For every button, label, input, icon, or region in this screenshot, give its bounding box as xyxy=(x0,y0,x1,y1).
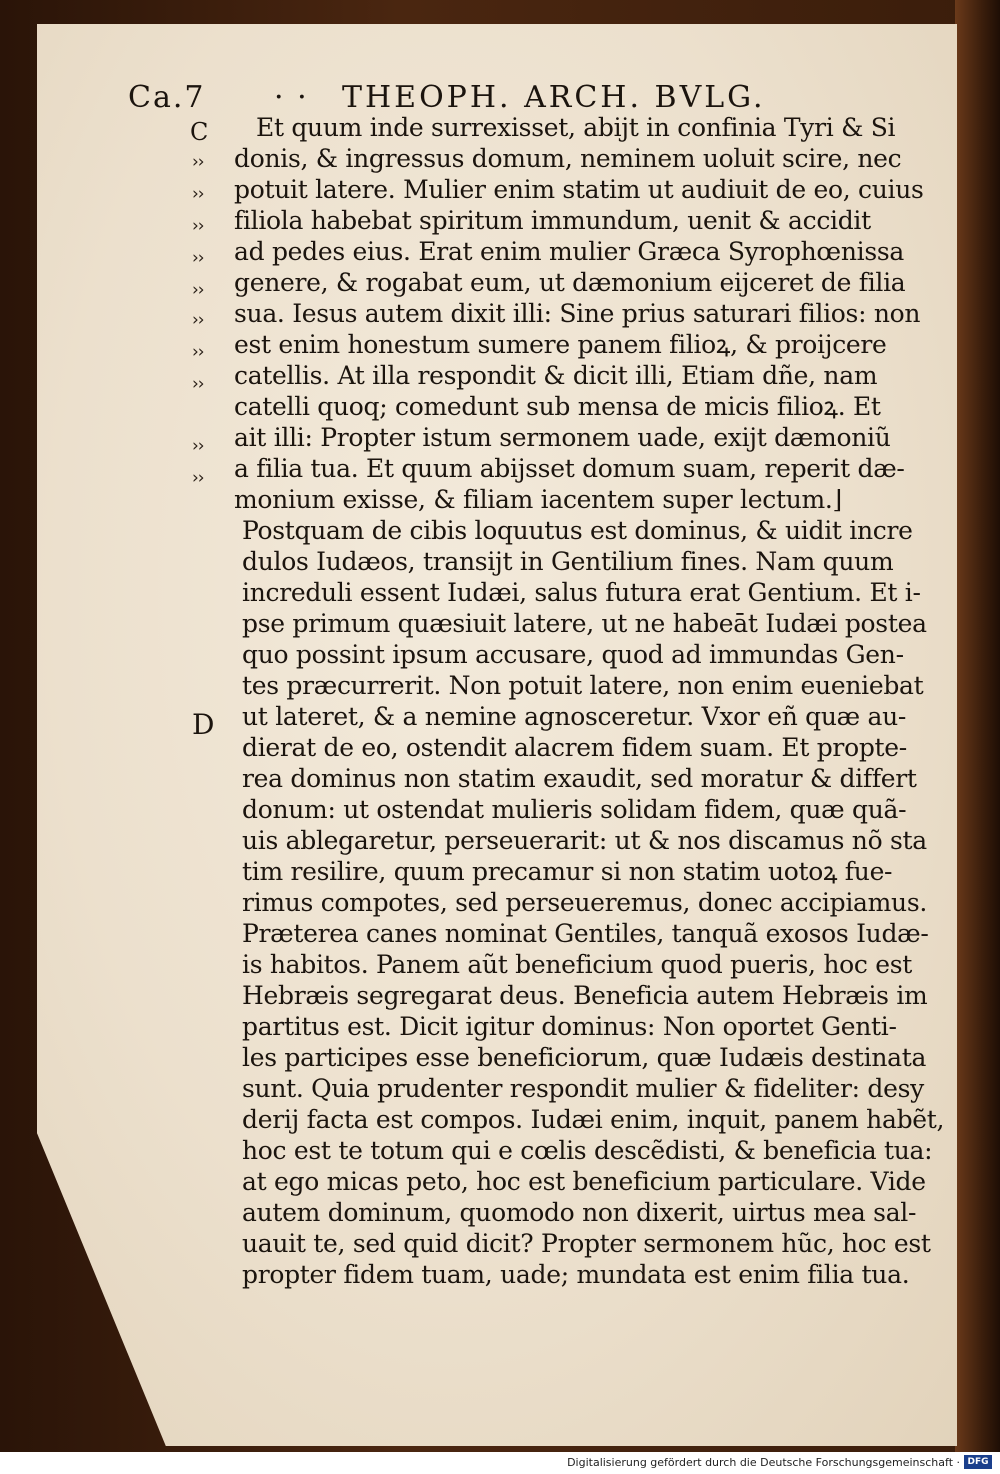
text-line: donis, & ingressus domum, neminem uoluit scire, nec xyxy=(234,144,902,173)
margin-quote-mark: ›› xyxy=(192,436,204,456)
running-head-title: THEOPH. ARCH. BVLG. xyxy=(342,80,766,115)
text-line: tes præcurrerit. Non potuit latere, non enim eueniebat xyxy=(242,671,924,700)
text-line: uis ablegaretur, perseuerarit: ut & nos discamus nõ sta xyxy=(242,826,927,855)
text-line: quo possint ipsum accusare, quod ad immundas Gen- xyxy=(242,640,904,669)
text-line: sunt. Quia prudenter respondit mulier & fideliter: desy xyxy=(242,1074,924,1103)
margin-quote-mark: ›› xyxy=(192,310,204,330)
text-line: dierat de eo, ostendit alacrem fidem suam. Et propte- xyxy=(242,733,907,762)
margin-quote-mark: ›› xyxy=(192,248,204,268)
text-line: Postquam de cibis loquutus est dominus, & uidit incre xyxy=(242,516,913,545)
text-line: filiola habebat spiritum immundum, uenit & accidit xyxy=(234,206,871,235)
text-line: catellis. At illa respondit & dicit illi, Etiam dñe, nam xyxy=(234,361,878,390)
margin-quote-mark: ›› xyxy=(192,280,204,300)
text-line: rimus compotes, sed perseueremus, donec accipiamus. xyxy=(242,888,928,917)
text-line: ut lateret, & a nemine agnosceretur. Vxor eñ quæ au- xyxy=(242,702,907,731)
text-line: est enim honestum sumere panem filioꝝ, & proijcere xyxy=(234,330,887,359)
text-line: ad pedes eius. Erat enim mulier Græca Syrophœnissa xyxy=(234,237,904,266)
dfg-logo: DFG xyxy=(964,1455,992,1469)
text-line: dulos Iudæos, transijt in Gentilium fines. Nam quum xyxy=(242,547,894,576)
margin-quote-mark: ›› xyxy=(192,216,204,236)
text-line: a filia tua. Et quum abijsset domum suam, reperit dæ- xyxy=(234,454,905,483)
header-dots: · · xyxy=(274,80,309,115)
funding-credit: Digitalisierung gefördert durch die Deutsche Forschungsgemeinschaft · xyxy=(567,1456,960,1469)
text-line: tim resilire, quum precamur si non statim uotoꝝ fue- xyxy=(242,857,893,886)
text-line: hoc est te totum qui e cœlis descẽdisti, & beneficia tua: xyxy=(242,1136,933,1165)
margin-quote-mark: ›› xyxy=(192,468,204,488)
text-line: ait illi: Propter istum sermonem uade, exijt dæmoniũ xyxy=(234,423,891,452)
text-line: increduli essent Iudæi, salus futura erat Gentium. Et i- xyxy=(242,578,921,607)
margin-letter-d: D xyxy=(192,708,215,741)
margin-quote-mark: ›› xyxy=(192,374,204,394)
text-line: monium exisse, & filiam iacentem super lectum.⌋ xyxy=(234,485,843,514)
text-line: partitus est. Dicit igitur dominus: Non oportet Genti- xyxy=(242,1012,897,1041)
text-line: uauit te, sed quid dicit? Propter sermonem hũc, hoc est xyxy=(242,1229,931,1258)
text-line: at ego micas peto, hoc est beneficium particulare. Vide xyxy=(242,1167,926,1196)
text-line: potuit latere. Mulier enim statim ut audiuit de eo, cuius xyxy=(234,175,924,204)
book-edge xyxy=(955,0,1000,1452)
text-line: derij facta est compos. Iudæi enim, inquit, panem habẽt, xyxy=(242,1105,945,1134)
text-line: is habitos. Panem aũt beneficium quod pueris, hoc est xyxy=(242,950,912,979)
text-line: donum: ut ostendat mulieris solidam fidem, quæ quã- xyxy=(242,795,907,824)
text-line: rea dominus non statim exaudit, sed moratur & differt xyxy=(242,764,917,793)
text-line: genere, & rogabat eum, ut dæmonium eijceret de filia xyxy=(234,268,906,297)
margin-letter-c: C xyxy=(190,118,209,146)
digitization-footer xyxy=(0,1452,1000,1474)
text-line: sua. Iesus autem dixit illi: Sine prius saturari filios: non xyxy=(234,299,921,328)
chapter-number: Ca.7 xyxy=(128,80,206,115)
text-line: les participes esse beneficiorum, quæ Iudæis destinata xyxy=(242,1043,927,1072)
text-line: Præterea canes nominat Gentiles, tanquã exosos Iudæ- xyxy=(242,919,929,948)
text-line: catelli quoq; comedunt sub mensa de micis filioꝝ. Et xyxy=(234,392,881,421)
text-line: Hebræis segregarat deus. Beneficia autem Hebræis im xyxy=(242,981,928,1010)
margin-quote-mark: ›› xyxy=(192,342,204,362)
margin-quote-mark: ›› xyxy=(192,152,204,172)
page-body-text xyxy=(234,112,945,1290)
margin-quote-mark: ›› xyxy=(192,184,204,204)
text-line: pse primum quæsiuit latere, ut ne habeāt Iudæi postea xyxy=(242,609,927,638)
text-line: autem dominum, quomodo non dixerit, uirtus mea sal- xyxy=(242,1198,917,1227)
text-line: Et quum inde surrexisset, abijt in confinia Tyri & Si xyxy=(256,113,896,142)
text-line: propter fidem tuam, uade; mundata est enim filia tua. xyxy=(242,1260,910,1289)
